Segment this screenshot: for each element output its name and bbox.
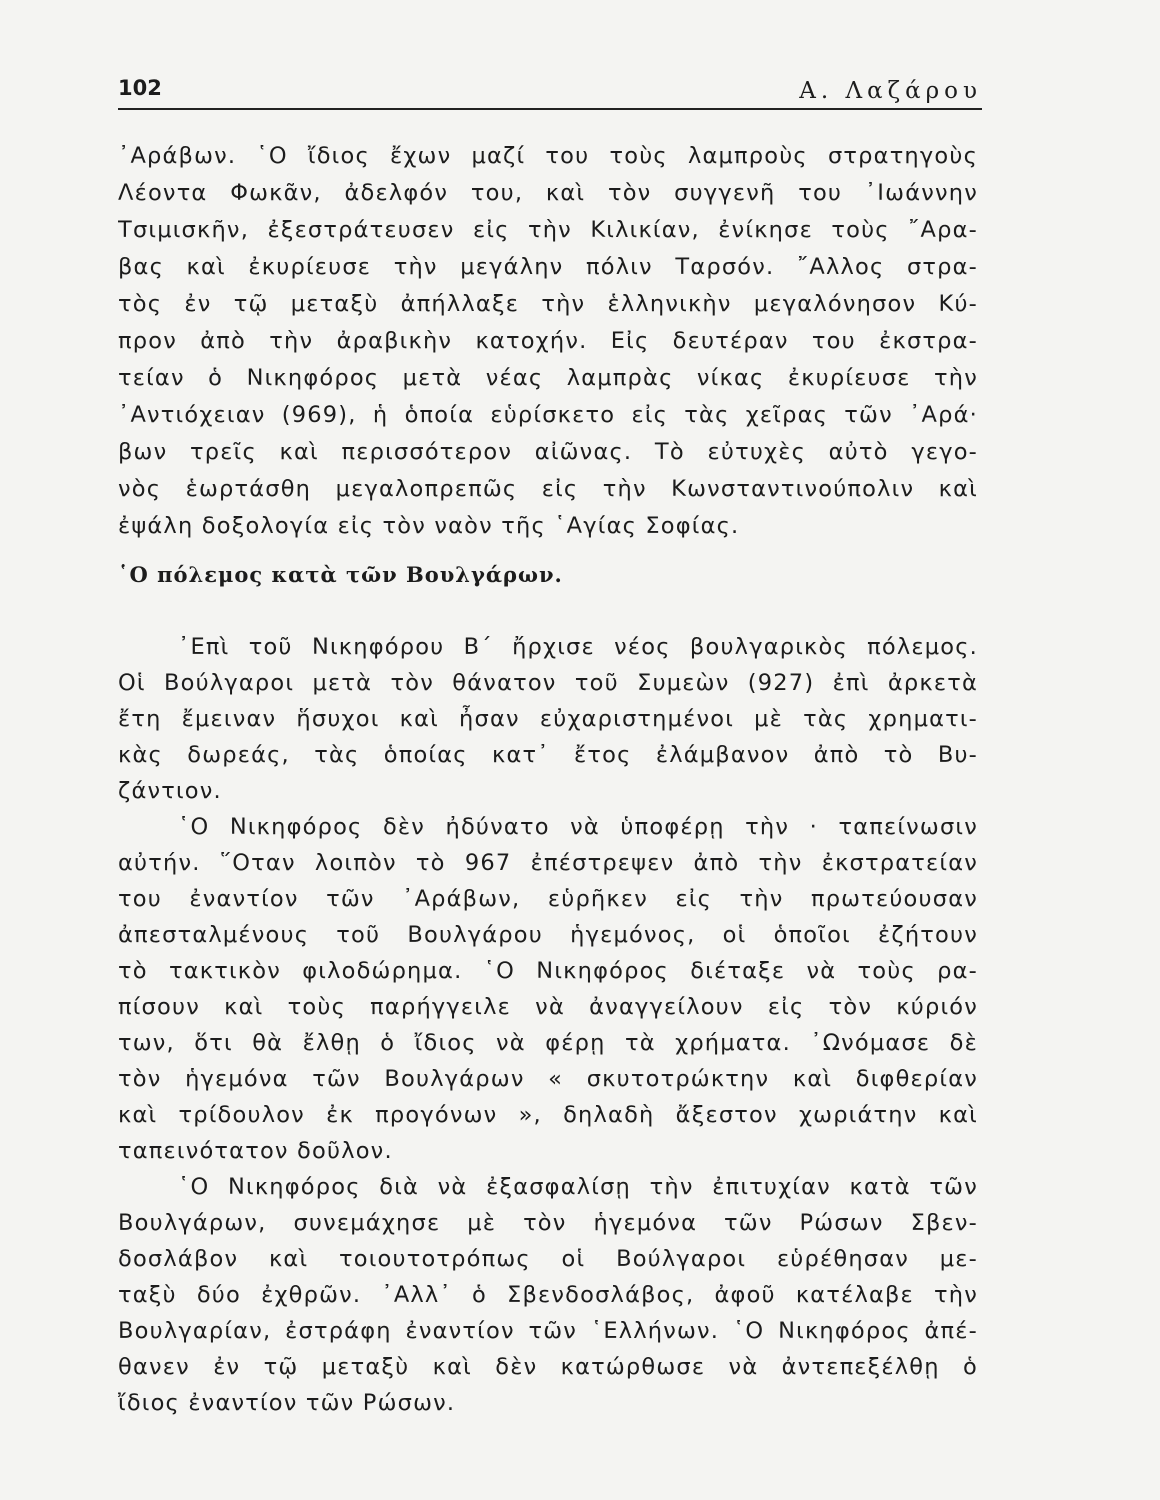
text-line: νὸς ἑωρτάσθη μεγαλοπρεπῶς εἰς τὴν Κωνσταντινούπολιν καὶ [118, 476, 978, 502]
text-line: ᾿Αράβων. ῾Ο ἴδιος ἔχων μαζί του τοὺς λαμπροὺς στρατηγοὺς [118, 143, 978, 169]
text-line: ῾Ο Νικηφόρος δὲν ἠδύνατο νὰ ὑποφέρῃ τὴν · ταπείνωσιν [178, 814, 978, 840]
text-line: ζάντιον. [118, 778, 222, 804]
text-line: τὸς ἐν τῷ μεταξὺ ἀπήλλαξε τὴν ἑλληνικὴν μεγαλόνησον Κύ- [118, 291, 978, 317]
text-line: ταπεινότατον δοῦλον. [118, 1138, 393, 1164]
text-line: ἴδιος ἐναντίον τῶν Ρώσων. [118, 1390, 456, 1416]
text-line: Λέοντα Φωκᾶν, ἀδελφόν του, καὶ τὸν συγγενῆ του ᾿Ιωάννην [118, 180, 978, 206]
text-line: κὰς δωρεάς, τὰς ὁποίας κατ᾿ ἔτος ἐλάμβανον ἀπὸ τὸ Βυ- [118, 742, 978, 768]
text-line: προν ἀπὸ τὴν ἀραβικὴν κατοχήν. Εἰς δευτέραν του ἐκστρα- [118, 328, 978, 354]
page-header [118, 74, 982, 110]
text-line: Τσιμισκῆν, ἐξεστράτευσεν εἰς τὴν Κιλικίαν, ἐνίκησε τοὺς ῎Αρα- [118, 217, 978, 243]
text-line: του ἐναντίον τῶν ᾿Αράβων, εὑρῆκεν εἰς τὴν πρωτεύουσαν [118, 886, 978, 912]
text-line: καὶ τρίδουλον ἐκ προγόνων », δηλαδὴ ἄξεστον χωριάτην καὶ [118, 1102, 978, 1128]
text-line: ᾿Αντιόχειαν (969), ἡ ὁποία εὑρίσκετο εἰς τὰς χεῖρας τῶν ᾿Αρά· [118, 402, 978, 428]
text-line: ἔτη ἔμειναν ἥσυχοι καὶ ἦσαν εὐχαριστημένοι μὲ τὰς χρηματι- [118, 706, 978, 732]
text-line: ῾Ο Νικηφόρος διὰ νὰ ἐξασφαλίσῃ τὴν ἐπιτυχίαν κατὰ τῶν [178, 1174, 978, 1200]
text-line: ἐψάλη δοξολογία εἰς τὸν ναὸν τῆς ῾Αγίας Σοφίας. [118, 513, 740, 539]
text-line: τὸ τακτικὸν φιλοδώρημα. ῾Ο Νικηφόρος διέταξε νὰ τοὺς ρα- [118, 958, 978, 984]
page-number: 102 [118, 76, 162, 100]
text-line: θανεν ἐν τῷ μεταξὺ καὶ δὲν κατώρθωσε νὰ ἀντεπεξέλθῃ ὁ [118, 1354, 978, 1380]
text-line: ταξὺ δύο ἐχθρῶν. ᾿Αλλ᾿ ὁ Σβενδοσλάβος, ἀφοῦ κατέλαβε τὴν [118, 1282, 978, 1308]
text-line: Οἱ Βούλγαροι μετὰ τὸν θάνατον τοῦ Συμεὼν (927) ἐπὶ ἀρκετὰ [118, 670, 978, 696]
text-line: δοσλάβον καὶ τοιουτοτρόπως οἱ Βούλγαροι εὑρέθησαν με- [118, 1246, 978, 1272]
text-line: ἀπεσταλμένους τοῦ Βουλγάρου ἡγεμόνος, οἱ ὁποῖοι ἐζήτουν [118, 922, 978, 948]
section-heading: ῾Ο πόλεμος κατὰ τῶν Βουλγάρων. [118, 562, 563, 587]
text-line: αὐτήν. ῞Οταν λοιπὸν τὸ 967 ἐπέστρεψεν ἀπὸ τὴν ἐκστρατείαν [118, 850, 978, 876]
text-line: ᾿Επὶ τοῦ Νικηφόρου Β΄ ἤρχισε νέος βουλγαρικὸς πόλεμος. [178, 634, 978, 660]
text-line: βων τρεῖς καὶ περισσότερον αἰῶνας. Τὸ εὐτυχὲς αὐτὸ γεγο- [118, 439, 978, 465]
running-head-author: Α. Λαζάρου [799, 78, 982, 104]
text-line: των, ὅτι θὰ ἔλθῃ ὁ ἴδιος νὰ φέρῃ τὰ χρήματα. ᾿Ωνόμασε δὲ [118, 1030, 978, 1056]
text-line: Βουλγάρων, συνεμάχησε μὲ τὸν ἡγεμόνα τῶν Ρώσων Σβεν- [118, 1210, 978, 1236]
text-line: βας καὶ ἐκυρίευσε τὴν μεγάλην πόλιν Ταρσόν. ῎Αλλος στρα- [118, 254, 978, 280]
text-line: τείαν ὁ Νικηφόρος μετὰ νέας λαμπρὰς νίκας ἐκυρίευσε τὴν [118, 365, 978, 391]
text-line: Βουλγαρίαν, ἐστράφη ἐναντίον τῶν ῾Ελλήνων. ῾Ο Νικηφόρος ἀπέ- [118, 1318, 978, 1344]
text-line: τὸν ἡγεμόνα τῶν Βουλγάρων « σκυτοτρώκτην καὶ διφθερίαν [118, 1066, 978, 1092]
text-line: πίσουν καὶ τοὺς παρήγγειλε νὰ ἀναγγείλουν εἰς τὸν κύριόν [118, 994, 978, 1020]
